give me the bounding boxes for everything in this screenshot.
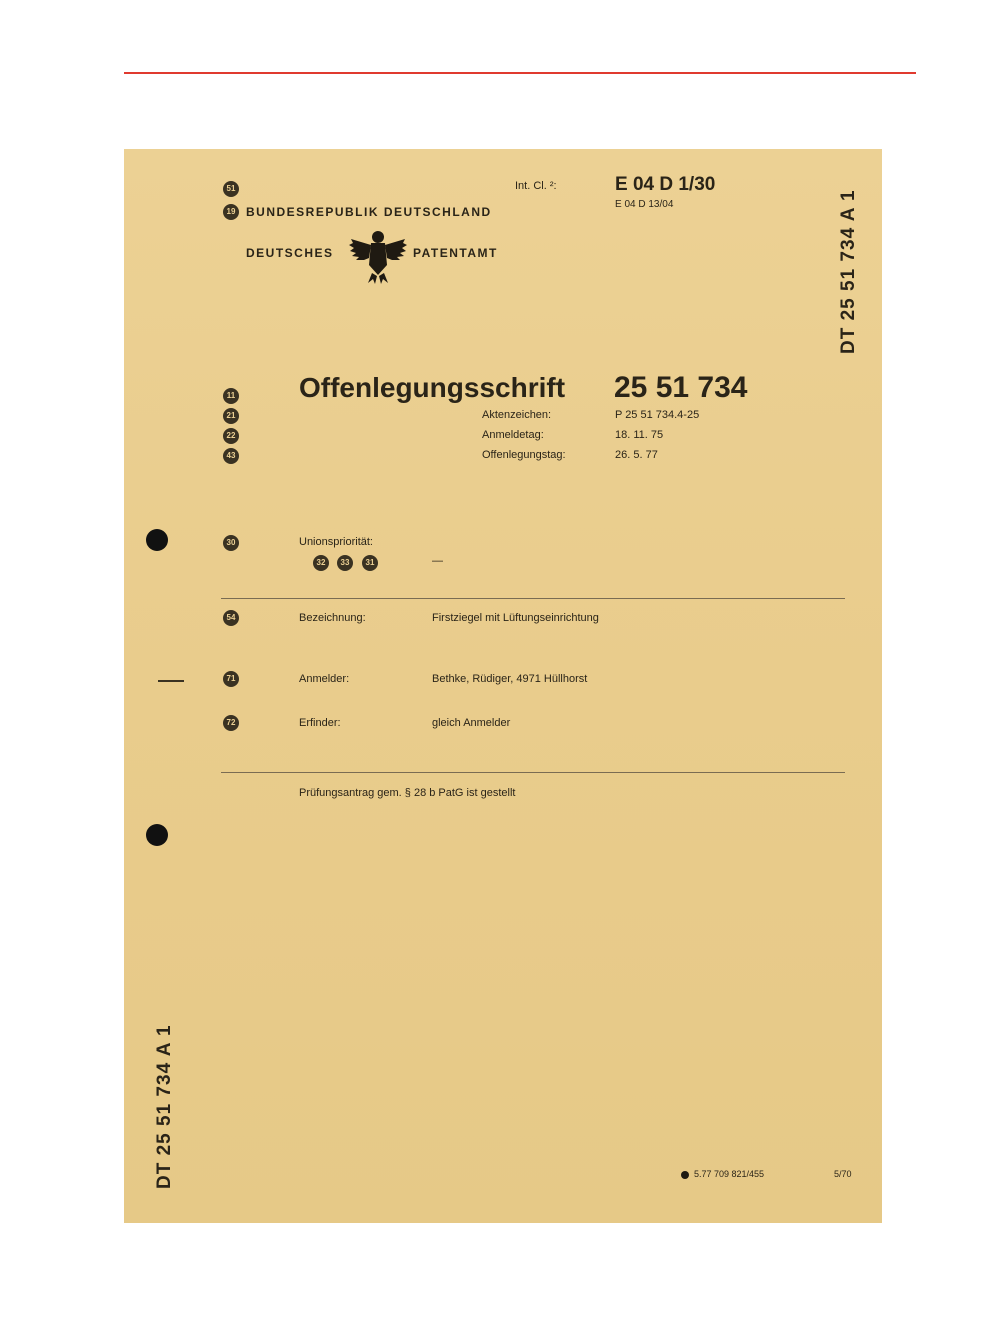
inid-number: 31 [362, 555, 378, 571]
bullet-icon [681, 1171, 689, 1179]
punch-hole [146, 529, 168, 551]
inid-number: 11 [223, 388, 239, 404]
divider [221, 772, 845, 773]
int-cl-secondary: E 04 D 13/04 [615, 199, 674, 210]
inid-number: 33 [337, 555, 353, 571]
federal-eagle-icon [347, 225, 409, 285]
fold-mark [158, 680, 184, 682]
field-value: — [432, 555, 443, 567]
inventor: gleich Anmelder [432, 717, 511, 729]
punch-hole [146, 824, 168, 846]
top-red-rule [124, 72, 916, 74]
field-label: Offenlegungstag: [482, 449, 566, 461]
office-name-right: PATENTAMT [413, 246, 498, 260]
side-document-id: DT 25 51 734 A 1 [154, 1024, 175, 1189]
inid-number: 51 [223, 181, 239, 197]
field-label: Erfinder: [299, 717, 341, 729]
field-label: Unionspriorität: [299, 536, 373, 548]
int-cl-main: E 04 D 1/30 [615, 174, 716, 195]
field-value: 26. 5. 77 [615, 449, 658, 461]
applicant: Bethke, Rüdiger, 4971 Hüllhorst [432, 673, 588, 685]
int-cl-label: Int. Cl. ²: [515, 180, 557, 192]
divider [221, 598, 845, 599]
document-number: 25 51 734 [614, 371, 748, 404]
field-value: 18. 11. 75 [615, 429, 664, 441]
field-value: P 25 51 734.4-25 [615, 409, 700, 421]
inid-number: 71 [223, 671, 239, 687]
examination-note: Prüfungsantrag gem. § 28 b PatG ist gestellt [299, 787, 516, 799]
inid-number: 22 [223, 428, 239, 444]
inid-number: 72 [223, 715, 239, 731]
inid-number: 19 [223, 204, 239, 220]
print-info: 5.77 709 821/455 [694, 1169, 765, 1179]
field-label: Bezeichnung: [299, 612, 366, 624]
field-label: Aktenzeichen: [482, 409, 552, 421]
office-name-left: DEUTSCHES [246, 246, 334, 260]
document-type: Offenlegungsschrift [299, 372, 566, 403]
inid-number: 30 [223, 535, 239, 551]
patent-document-page [124, 149, 882, 1223]
country-name: BUNDESREPUBLIK DEUTSCHLAND [246, 205, 492, 219]
field-label: Anmeldetag: [482, 429, 544, 441]
form-code: 5/70 [834, 1169, 852, 1179]
inid-number: 21 [223, 408, 239, 424]
inid-number: 54 [223, 610, 239, 626]
inid-number: 32 [313, 555, 329, 571]
invention-title: Firstziegel mit Lüftungseinrichtung [432, 612, 599, 624]
inid-number: 43 [223, 448, 239, 464]
side-document-id: DT 25 51 734 A 1 [838, 189, 859, 354]
field-label: Anmelder: [299, 673, 350, 685]
